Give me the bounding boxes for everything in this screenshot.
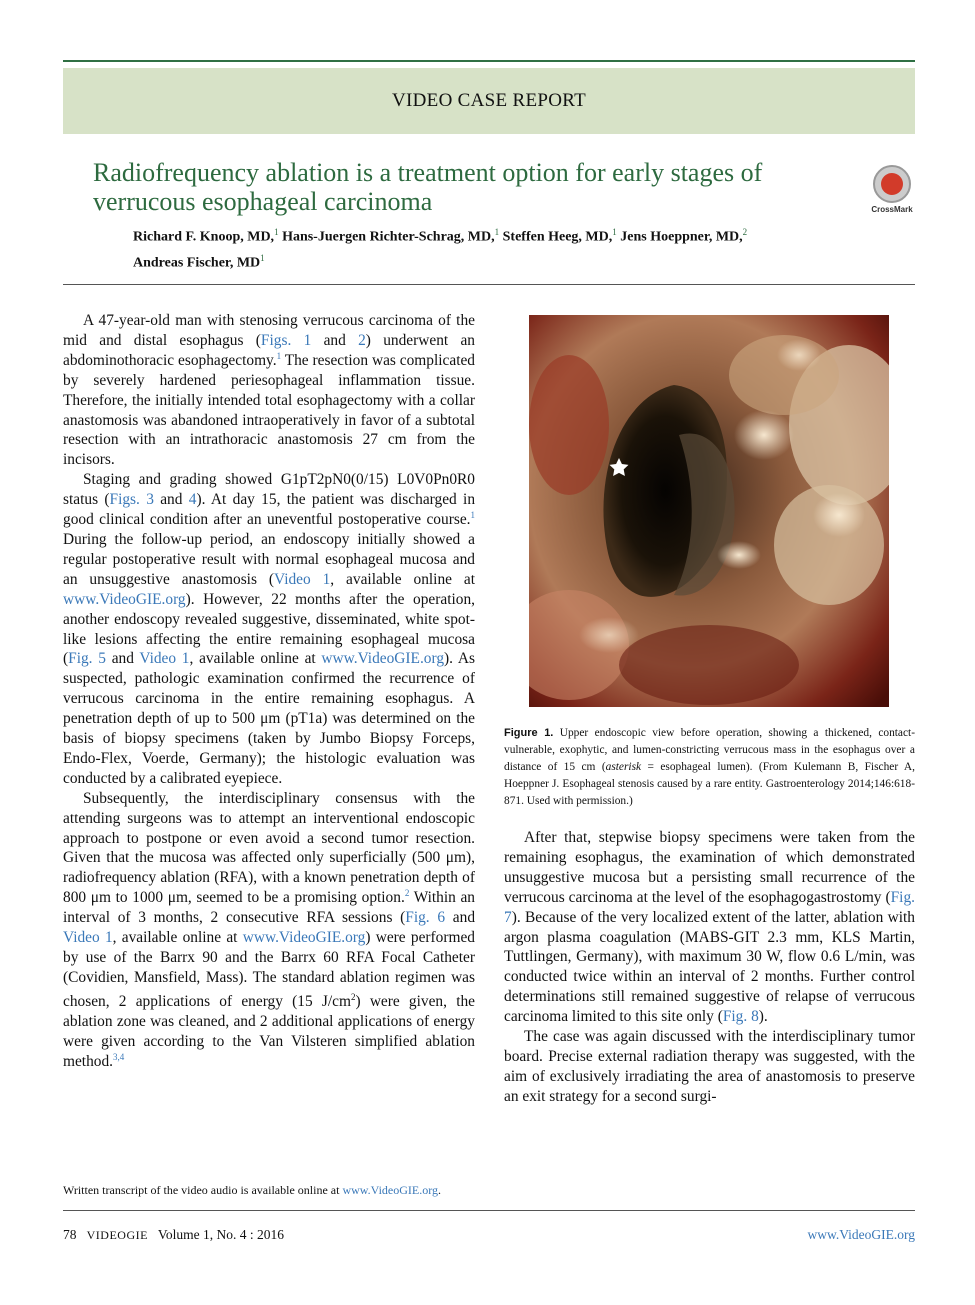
page-footer [63,1227,915,1243]
crossmark-badge[interactable] [868,165,916,215]
figure-link[interactable]: Fig. 8 [722,1008,759,1026]
affiliation-marker: 1 [494,227,500,237]
reference-marker[interactable]: 2 [404,888,410,899]
video-link[interactable]: Video 1 [139,650,190,668]
section-banner [63,68,915,134]
figure-label: Figure 1. [504,727,554,739]
figure-link[interactable]: 4 [188,491,197,509]
journal-website-link[interactable]: www.VideoGIE.org [807,1227,915,1242]
author-name: Jens Hoeppner, MD, [620,229,743,245]
endoscopy-figure [529,315,889,707]
crossmark-icon [873,165,911,203]
affiliation-marker: 1 [260,252,265,263]
crossmark-label: CrossMark [871,205,913,214]
affiliation-marker: 1 [274,227,279,237]
author-name: Richard F. Knoop, MD, [133,229,275,245]
author-name: Hans-Juergen Richter-Schrag, MD, [282,229,495,245]
video-link[interactable]: Video 1 [63,929,113,947]
reference-marker[interactable]: 3,4 [113,1051,125,1062]
reference-marker[interactable]: 1 [276,350,282,361]
figure-link[interactable]: 2 [358,331,366,349]
website-link[interactable]: www.VideoGIE.org [342,1183,439,1197]
page-number: 78 [63,1227,77,1242]
body-paragraph: A 47-year-old man with stenosing verrucous carcinoma of the mid and distal esophagus (Figs. 1 and 2) underwent an abdominothoracic esophagectomy.$^1$ The resection was complicated by severely hardened periesophageal inflammation tissue. Therefore, the initially intended total esophagectomy with a collar anastomosis was abandoned intraoperatively in favor of a subtotal resection with an intrathoracic anastomosis 27 cm from the incisors. [63,312,475,469]
figure-link[interactable]: Fig. 7 [504,888,915,926]
affiliation-marker: 1 [612,227,617,237]
body-paragraph: Staging and grading showed G1pT2pN0(0/15) L0V0Pn0R0 status (Figs. 3 and 4). At day 15, the patient was discharged in good clinical condition after an uneventful postoperative course.$^1$ During the follow-up period, an endoscopy initially showed a regular postoperative result with normal esophageal mucosa and an unsuggestive anastomosis (Video 1, available online at www.VideoGIE.org). However, 22 months after the operation, another endoscopy revealed suggestive, disseminated, white spot-like lesions affecting the entire remaining esophageal mucosa (Fig. 5 and Video 1, available online at www.VideoGIE.org). As suspected, pathologic examination confirmed the recurrence of verrucous carcinoma in the entire remaining esophagus. A penetration depth of up to 500 μm (pT1a) was determined on the basis of biopsy specimens (taken by Jumbo Biopsy Forceps, Endo-Flex, Voerde, Germany); the histologic evaluation was conducted by a calibrated eyepiece. [63,471,476,787]
left-column [63,311,475,1072]
volume-info: Volume 1, No. 4 : 2016 [157,1227,284,1242]
article-title: Radiofrequency ablation is a treatment option for early stages of verrucous esophageal carcinoma [93,158,763,216]
body-paragraph: After that, stepwise biopsy specimens were taken from the remaining esophagus, the examination of which demonstrated unsuggestive mucosa but a persisting small recurrence of the verrucous carcinoma at the level of the esophagogastrostomy (Fig. 7). Because of the very localized extent of the latter, ablation with argon plasma coagulation (MABS-GIT 2.3 mm, KLS Martin, Tuttlingen, Germany), with maximum 30 W, flow 0.6 L/min, was conducted twice within an interval of 2 months. Further control determinations still remained suggestive of relapse of verrucous carcinoma limited to this site only (Fig. 8). [504,829,915,1026]
figure-link[interactable]: Fig. 5 [68,650,106,668]
footnote: Written transcript of the video audio is available online at www.VideoGIE.org. [63,1183,442,1197]
figure-caption: Figure 1. Upper endoscopic view before operation, showing a thickened, contact-vulnerable, exophytic, and lumen-constricting verrucous mass in the esophagus over a distance of 15 cm (asterisk = esophageal lumen). (From Kulemann B, Fischer A, Hoeppner J. Esophageal stenosis caused by a rare entity. Gastroenterology 2014;146:618-871. Used with permission.) [504,727,915,807]
body-paragraph: The case was again discussed with the interdisciplinary tumor board. Precise external radiation therapy was suggested, with the aim of exclusively irradiating the area of anastomosis to preserve an exit strategy for a second surgi- [504,1028,915,1105]
right-column [504,828,915,1107]
superscript: 2 [350,991,356,1002]
title-divider [63,284,915,285]
affiliation-marker: 2 [742,227,748,237]
author-name: Andreas Fischer, MD [133,255,261,271]
section-label: VIDEO CASE REPORT [392,90,586,111]
figure-link[interactable]: Figs. 1 [260,331,312,349]
author-name: Steffen Heeg, MD, [502,229,613,245]
author-list [133,222,873,273]
website-link[interactable]: www.VideoGIE.org [321,650,445,668]
website-link[interactable]: www.VideoGIE.org [242,929,366,947]
endoscopy-image [529,315,889,707]
website-link[interactable]: www.VideoGIE.org [63,590,186,608]
figure-link[interactable]: Figs. 3 [109,491,154,509]
figure-link[interactable]: Fig. 6 [405,909,446,927]
footer-rule [63,1210,915,1211]
video-link[interactable]: Video 1 [274,570,331,588]
header-rule [63,60,915,62]
journal-name: VIDEOGIE [86,1228,148,1242]
body-paragraph: Subsequently, the interdisciplinary consensus with the attending surgeons was to attempt an interventional endoscopic approach to postpone or even avoid a second tumor resection. Given that the mucosa was affected only superficially (500 μm), radiofrequency ablation (RFA), with a known penetration depth of 800 μm to 1000 μm, seemed to be a promising option.$^2$ Within an interval of 3 months, 2 consecutive RFA sessions (Fig. 6 and Video 1, available online at www.VideoGIE.org) were performed by use of the Barrx 90 and the Barrx 60 RFA Focal Catheter (Covidien, Mansfield, Mass). The standard ablation regimen was chosen, 2 applications of energy (15 $J/cm^2$) were given, the ablation zone was cleaned, and 2 additional applications of energy were given according to the Van Vilsteren simplified ablation method.$^{3,4}$ [63,789,476,1070]
reference-marker[interactable]: 1 [470,509,475,520]
